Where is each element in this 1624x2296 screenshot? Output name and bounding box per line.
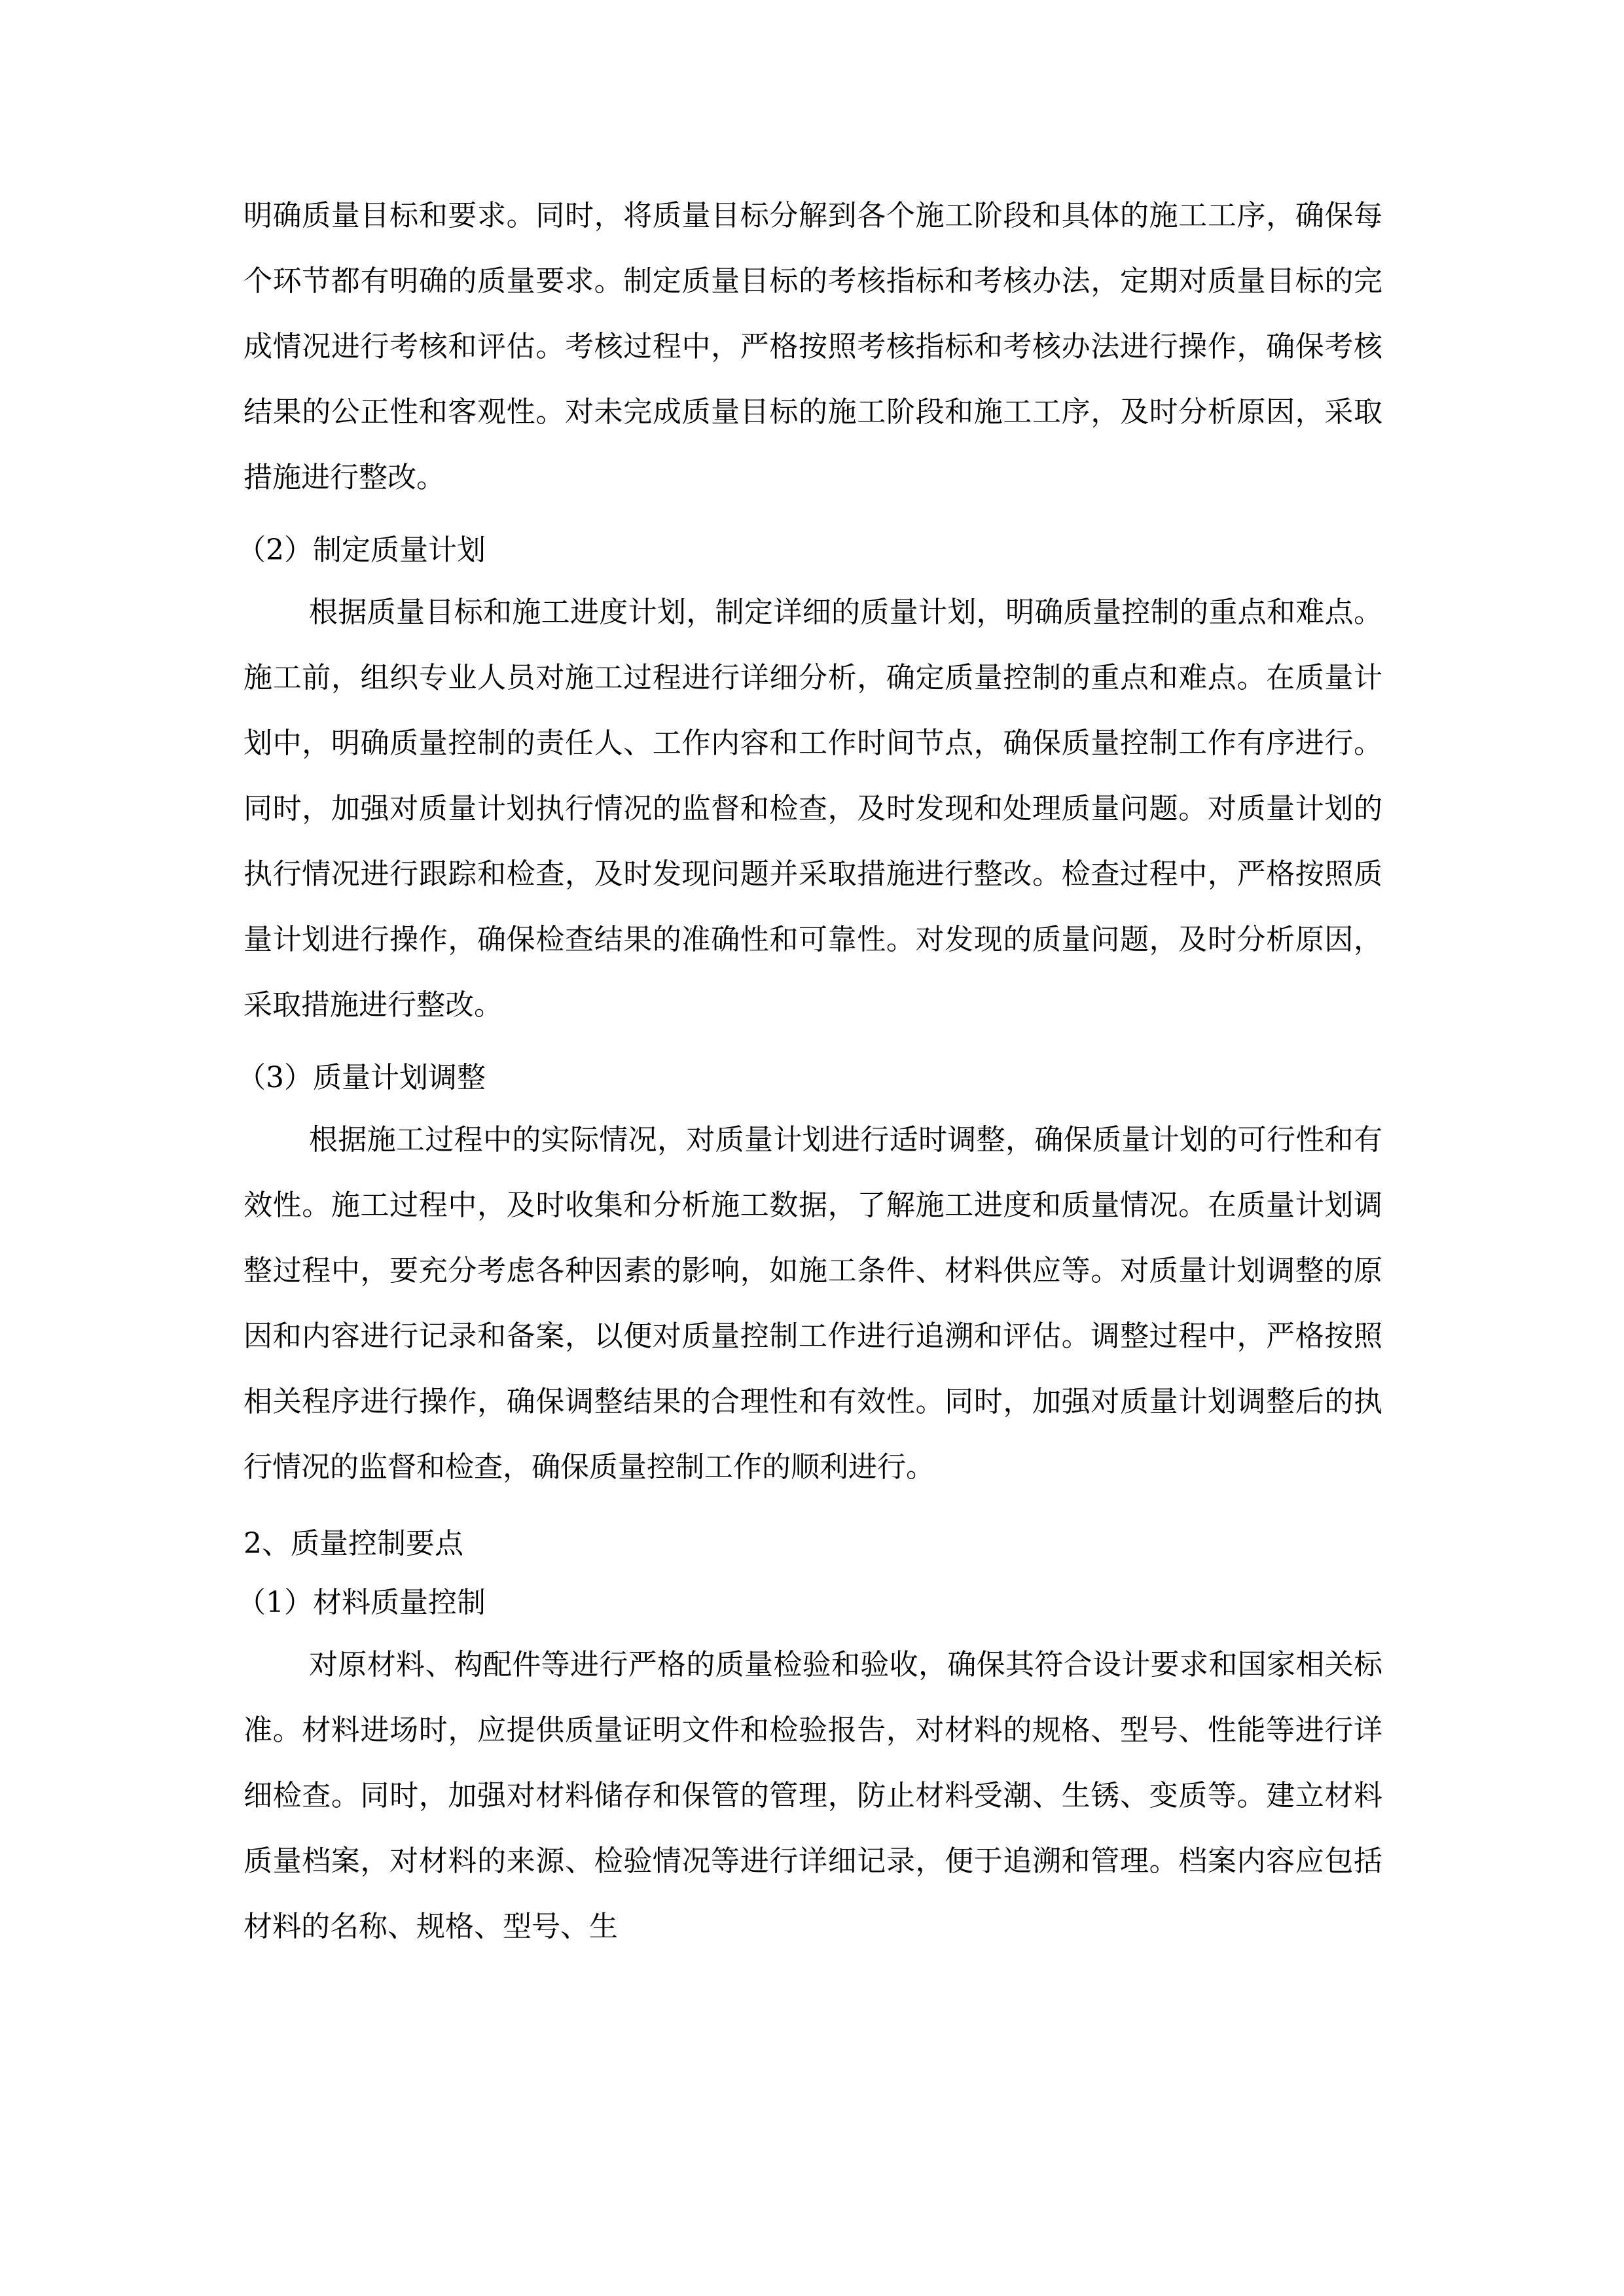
document-body (237, 183, 1382, 1960)
paragraph-make-quality-plan: 根据质量目标和施工进度计划，制定详细的质量计划，明确质量控制的重点和难点。施工前，组织专业人员对施工过程进行详细分析，确定质量控制的重点和难点。在质量计划中，明确质量控制的责任人、工作内容和工作时间节点，确保质量控制工作有序进行。同时，加强对质量计划执行情况的监督和检查，及时发现和处理质量问题。对质量计划的执行情况进行跟踪和检查，及时发现问题并采取措施进行整改。检查过程中，严格按照质量计划进行操作，确保检查结果的准确性和可靠性。对发现的质量问题，及时分析原因，采取措施进行整改。 (244, 596, 1382, 1022)
heading-quality-plan-adjustment: （3）质量计划调整 (237, 1061, 486, 1094)
paragraph-material-quality-control: 对原材料、构配件等进行严格的质量检验和验收，确保其符合设计要求和国家相关标准。材料进场时，应提供质量证明文件和检验报告，对材料的规格、型号、性能等进行详细检查。同时，加强对材料储存和保管的管理，防止材料受潮、生锈、变质等。建立材料质量档案，对材料的来源、检验情况等进行详细记录，便于追溯和管理。档案内容应包括材料的名称、规格、型号、生 (244, 1648, 1382, 1943)
paragraph-quality-plan-adjustment: 根据施工过程中的实际情况，对质量计划进行适时调整，确保质量计划的可行性和有效性。施工过程中，及时收集和分析施工数据，了解施工进度和质量情况。在质量计划调整过程中，要充分考虑各种因素的影响，如施工条件、材料供应等。对质量计划调整的原因和内容进行记录和备案，以便对质量控制工作进行追溯和评估。调整过程中，严格按照相关程序进行操作，确保调整结果的合理性和有效性。同时，加强对质量计划调整后的执行情况的监督和检查，确保质量控制工作的顺利进行。 (244, 1123, 1382, 1484)
heading-material-quality-control: （1）材料质量控制 (237, 1586, 486, 1619)
heading-quality-control-points: 2、质量控制要点 (244, 1527, 463, 1560)
paragraph-quality-target-continued: 明确质量目标和要求。同时，将质量目标分解到各个施工阶段和具体的施工工序，确保每个环节都有明确的质量要求。制定质量目标的考核指标和考核办法，定期对质量目标的完成情况进行考核和评估。考核过程中，严格按照考核指标和考核办法进行操作，确保考核结果的公正性和客观性。对未完成质量目标的施工阶段和施工工序，及时分析原因，采取措施进行整改。 (244, 199, 1382, 494)
heading-make-quality-plan: （2）制定质量计划 (237, 533, 486, 567)
